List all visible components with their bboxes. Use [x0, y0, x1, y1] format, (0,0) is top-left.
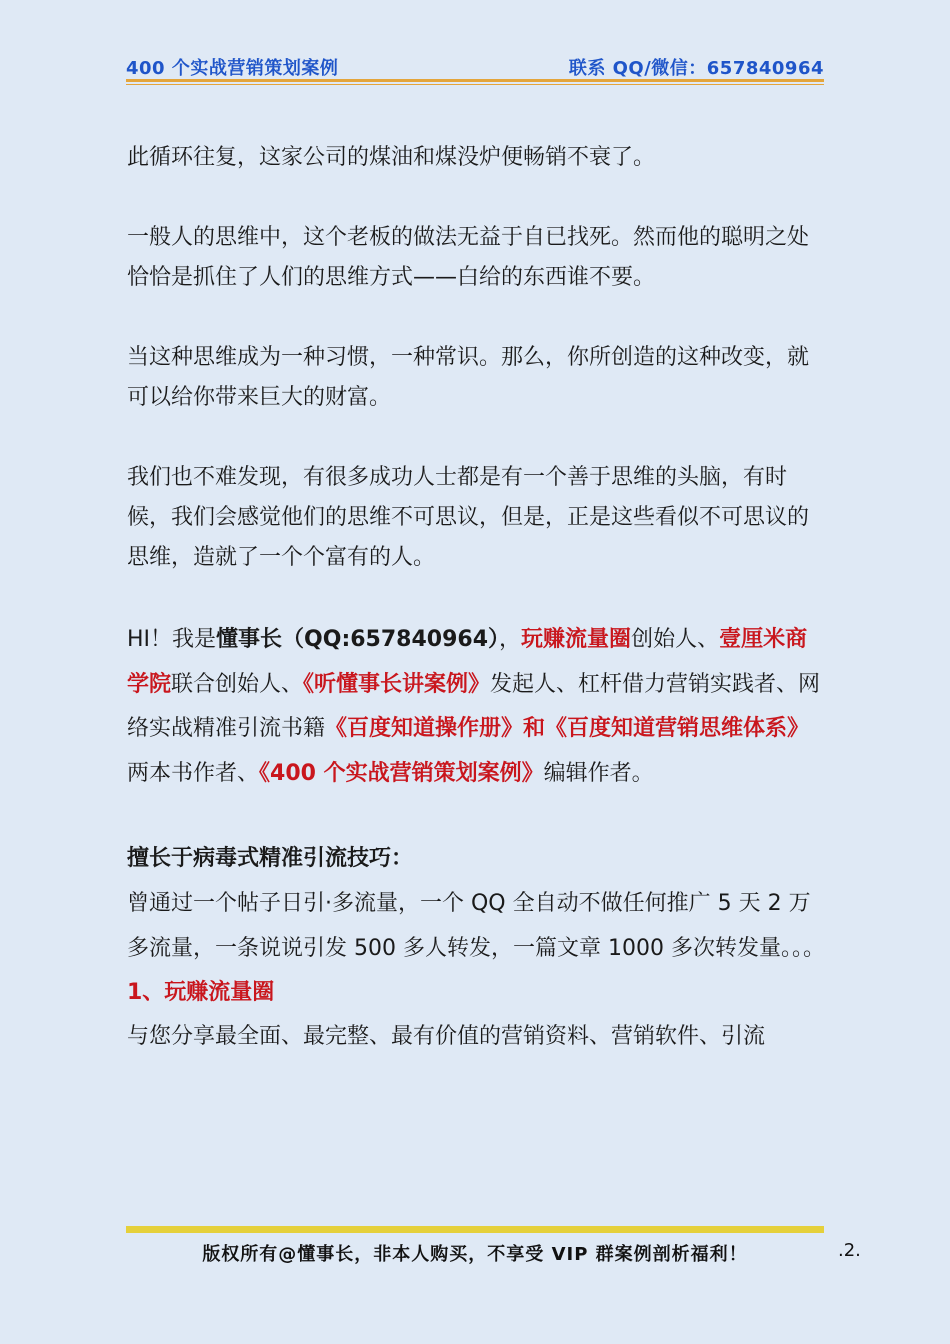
book-titles: 《百度知道操作册》和《百度知道营销思维体系》 [325, 716, 810, 741]
book-400-cases: 《400 个实战营销策划案例》 [259, 760, 544, 786]
header-title: 400 个实战营销策划案例 [126, 58, 339, 79]
intro-text-cofounder: 联合创始人、 [171, 671, 304, 697]
intro-greeting: HI！我是 [127, 627, 217, 652]
page-header [126, 52, 824, 82]
section-1-body: 与您分享最全面、最完整、最有价值的营销资料、营销软件、引流 [127, 1024, 766, 1049]
paragraph-4: 我们也不难发现，有很多成功人士都是有一个善于思维的头脑，有时候，我们会感觉他们的思维不可思议，但是，正是这些看似不可思议的思维，造就了一个个富有的人。 [127, 465, 810, 570]
brand-case-series: 《听懂事长讲案例》 [303, 671, 491, 697]
author-intro [127, 618, 827, 796]
paragraph-2: 一般人的思维中，这个老板的做法无益于自已找死。然而他的聪明之处恰恰是抓住了人们的思维方式——白给的东西谁不要。 [127, 225, 810, 290]
header-rule [126, 79, 824, 82]
intro-text-author: 两本书作者、 [127, 760, 260, 786]
footer-bar [126, 1226, 824, 1233]
brand-business-school: 壹厘米商学院 [127, 627, 808, 697]
paragraph-1: 此循环往复，这家公司的煤油和煤没炉便畅销不衰了。 [127, 145, 656, 170]
author-name: 懂事长（QQ:657840964） [216, 627, 500, 652]
page-number: .2. [838, 1240, 861, 1261]
paragraph-3: 当这种思维成为一种习惯，一种常识。那么，你所创造的这种改变，就可以给你带来巨大的财富。 [127, 345, 810, 410]
footer-copyright: 版权所有@懂事长，非本人购买，不享受 VIP 群案例剖析福利！ [202, 1244, 748, 1265]
intro-text-initiator: 发起人、杠杆借力营销实践者、网络实战精准引流书籍 [127, 671, 821, 741]
document-body [127, 138, 827, 1060]
intro-comma: ， [499, 627, 522, 652]
intro-text-editor: 编辑作者。 [543, 760, 654, 786]
skills-body: 曾通过一个帖子日引·多流量，一个 QQ 全自动不做任何推广 5 天 2 万多流量，一条说说引发 500 多人转发，一篇文章 1000 多次转发量。。。 [127, 891, 825, 961]
header-rule-thin [126, 84, 824, 85]
header-contact: 联系 QQ/微信：657840964 [568, 58, 824, 79]
section-1-heading: 1、玩赚流量圈 [127, 980, 275, 1005]
skills-heading: 擅长于病毒式精准引流技巧： [127, 846, 414, 871]
brand-liuliangquan: 玩赚流量圈 [521, 627, 632, 652]
intro-text-founder: 创始人、 [631, 627, 720, 652]
page-footer [126, 1226, 824, 1266]
